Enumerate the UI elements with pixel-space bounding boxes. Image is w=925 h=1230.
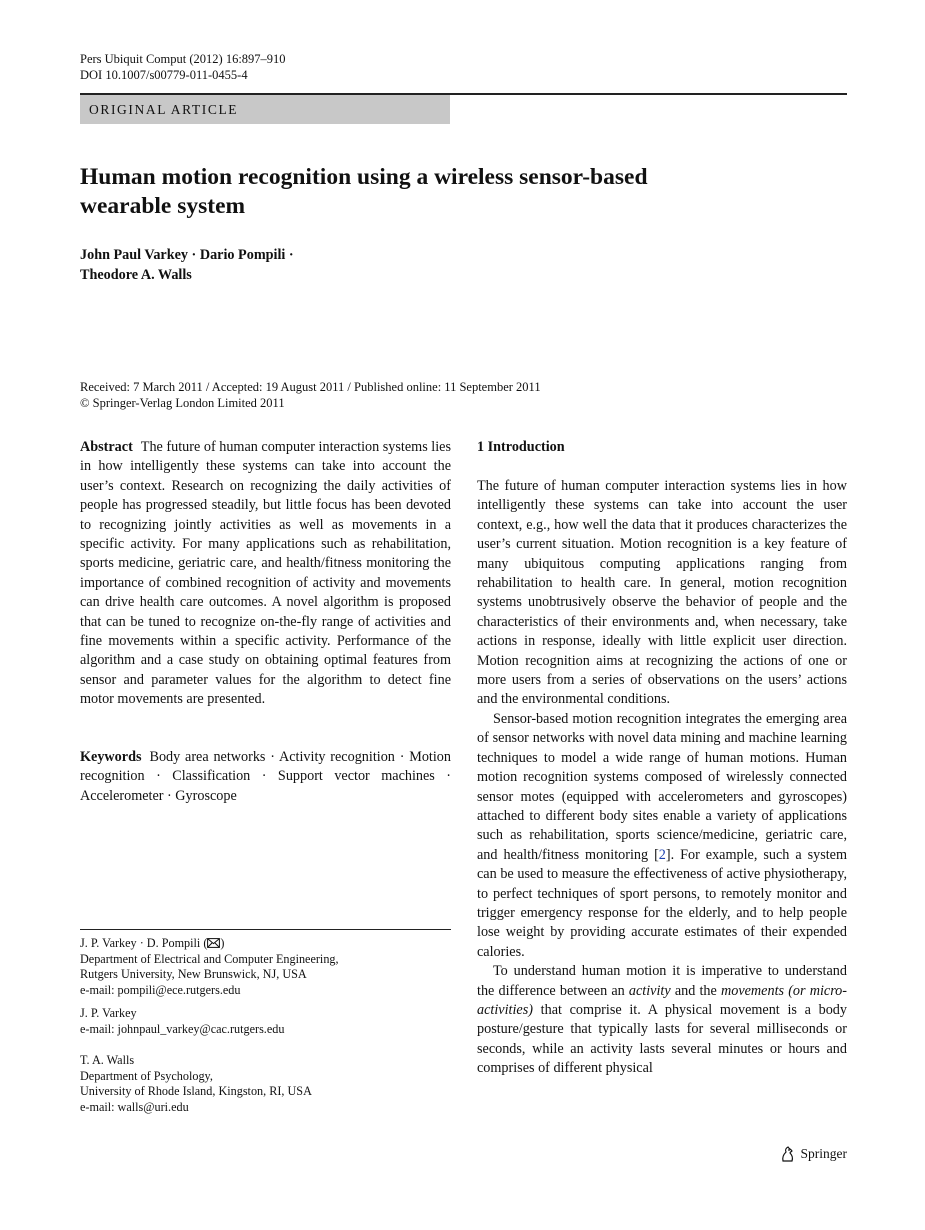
envelope-icon xyxy=(207,938,220,948)
affil3-name: T. A. Walls xyxy=(80,1053,135,1067)
affil1-close: ) xyxy=(220,936,225,950)
affil1-names: J. P. Varkey · D. Pompili ( xyxy=(80,936,208,950)
affil1-dept: Department of Electrical and Computer Engineering, xyxy=(80,951,339,966)
affil1-email[interactable]: e-mail: pompili@ece.rutgers.edu xyxy=(80,983,241,998)
authors-line-1: John Paul Varkey · Dario Pompili · xyxy=(80,247,294,263)
publisher-name: Springer xyxy=(800,1146,847,1161)
section-heading-introduction: 1 Introduction xyxy=(477,439,565,455)
abstract-text: The future of human computer interaction systems lies in how intelligently these systems can take into account the user’s context. Research on recognizing the daily activities of people has progressed steadily, but little focus has been devoted to recognizing jointly activities as well as movements in a specific activity. For many applications such as rehabilitation, sports medicine, geriatric care, and health/fitness monitoring the importance of combined recognition of activity and movements can drive health care outcomes. A novel algorithm is proposed that can be tuned to recognize on-the-fly range of activities and fine movements within a specific activity. Performance of the algorithm and a case study on obtaining optimal features from sensor and parameter values for the algorithm to detect fine motor movements are presented. xyxy=(80,439,451,708)
abstract-label: Abstract xyxy=(80,439,133,455)
article-type-banner: ORIGINAL ARTICLE xyxy=(80,95,450,124)
p3-text-a: To understand human motion it is imperative to understand the difference between an xyxy=(477,963,847,999)
title-line-1: Human motion recognition using a wireless sensor-based xyxy=(80,164,648,190)
intro-paragraph-3 xyxy=(477,962,847,1078)
affiliation-3 xyxy=(80,1053,451,1116)
p3-text-c: that comprise it. A physical movement is a body posture/gesture that typically lasts for several milliseconds or seconds, while an activity lasts several minutes or hours and comprises of different physical xyxy=(477,1001,847,1077)
keywords xyxy=(80,748,451,806)
intro-body xyxy=(477,477,847,1079)
p3-emphasis-movements: movements (or micro-activities) xyxy=(477,982,848,1018)
intro-paragraph-2 xyxy=(477,710,847,962)
authors-line-2: Theodore A. Walls xyxy=(80,267,192,283)
copyright: © Springer-Verlag London Limited 2011 xyxy=(80,396,285,410)
keywords-text: Body area networks · Activity recognition · Motion recognition · Classification · Support vector machines · Accelerometer · Gyroscope xyxy=(80,749,451,804)
affil3-dept: Department of Psychology, xyxy=(80,1068,213,1083)
affil2-email[interactable]: e-mail: johnpaul_varkey@cac.rutgers.edu xyxy=(80,1021,285,1036)
publication-dates: Received: 7 March 2011 / Accepted: 19 August 2011 / Published online: 11 September 2011 xyxy=(80,380,541,394)
intro-paragraph-1: The future of human computer interaction systems lies in how intelligently these systems can take into account the user context, e.g., how well the data that it produces characterizes the user’s current situation. Motion recognition is a key feature of many ubiquitous computing applications ranging from rehabilitation to health care. In general, motion recognition systems unobtrusively observe the behavior of people and the characteristics of their environments and, when necessary, take actions in response, ideally with little explicit user direction. Motion recognition aims at recognizing the actions of one or more users from a series of observations on the users’ actions and the environmental conditions. xyxy=(477,478,847,708)
author-list xyxy=(80,245,480,285)
p3-text-b: and the xyxy=(670,982,721,999)
citation-link-2[interactable]: 2 xyxy=(658,846,666,863)
title-line-2: wearable system xyxy=(80,192,246,219)
affil2-name: J. P. Varkey xyxy=(80,1006,137,1020)
abstract xyxy=(80,438,451,710)
p2-text-before: Sensor-based motion recognition integrates the emerging area of sensor networks with novel data mining and machine learning techniques to model a wide range of human motions. Human motion recognition systems composed of wirelessly connected sensor motes (equipped with accelerometers and gyroscopes) attached to different body sites enable a variety of applications such as rehabilitation, sports science/medicine, geriatric care, and health/fitness monitoring [ xyxy=(477,710,847,863)
affiliation-1 xyxy=(80,936,451,999)
p3-emphasis-activity: activity xyxy=(628,982,671,999)
paper-title xyxy=(80,163,740,220)
affil3-univ: University of Rhode Island, Kingston, RI, USA xyxy=(80,1084,312,1099)
affiliation-2 xyxy=(80,1006,451,1037)
springer-horse-icon xyxy=(780,1146,796,1163)
journal-citation: Pers Ubiquit Comput (2012) 16:897–910 xyxy=(80,52,286,66)
keywords-label: Keywords xyxy=(80,749,142,765)
affil3-email[interactable]: e-mail: walls@uri.edu xyxy=(80,1100,189,1115)
footnote-rule xyxy=(80,929,451,930)
p2-text-after: ]. For example, such a system can be used to measure the effectiveness of active physiotherapy, to perfect techniques of sport persons, to remotely monitor and trigger emergency response for the elderly, and to help people lose weight by providing accurate estimates of their expended calories. xyxy=(477,846,847,960)
affil1-univ: Rutgers University, New Brunswick, NJ, USA xyxy=(80,967,307,982)
doi: DOI 10.1007/s00779-011-0455-4 xyxy=(80,68,248,82)
affil1-names-line xyxy=(80,936,451,952)
springer-logo xyxy=(780,1145,848,1163)
